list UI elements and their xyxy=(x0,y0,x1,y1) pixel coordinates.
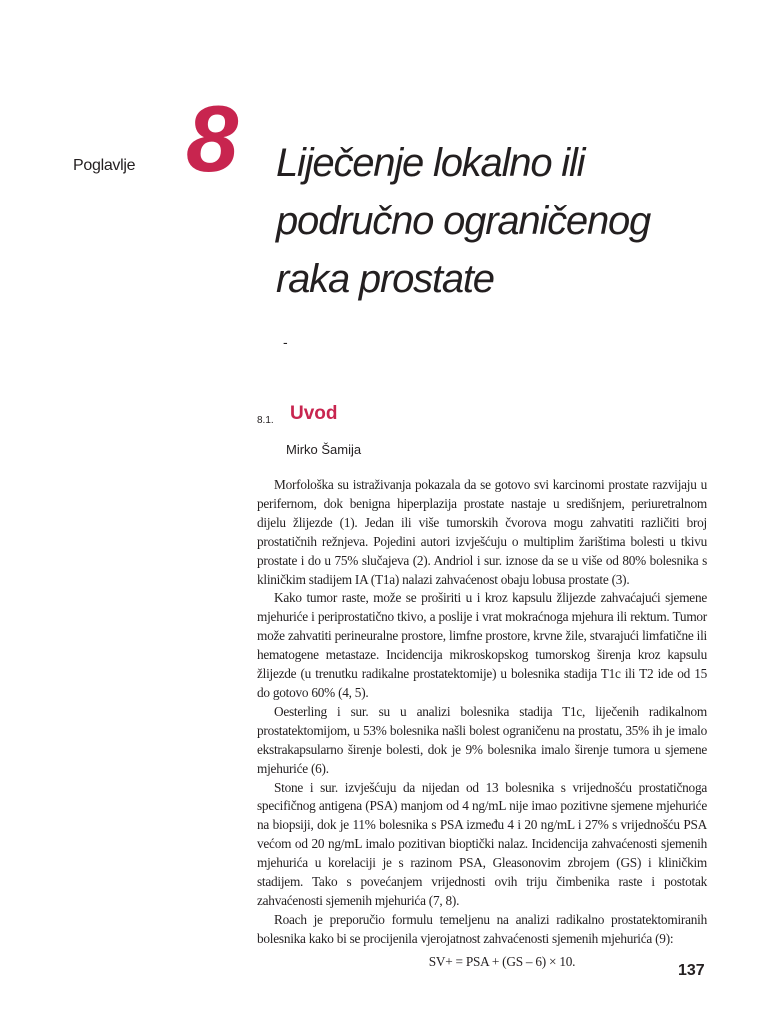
author-name: Mirko Šamija xyxy=(286,442,362,457)
chapter-title-line: područno ograničenog xyxy=(276,199,651,243)
formula: SV+ = PSA + (GS – 6) × 10. xyxy=(428,953,576,969)
paragraph: Morfološka su istraživanja pokazala da se gotovo svi karcinomi prostate razvijaju u perifernom, dok benigna hiperplazija prostate nastaje u središnjem, periuretralnom dijelu žlijezde (1). Jedan ili više tumorskih čvorova mogu zahvatiti različiti broj prostatičnih režnjeva. Pojedini autori izvješćuju o multiplim žarištima bolesti u tkivu prostate i do u 75% slučajeva (2). Andriol i sur. iznose da se u više od 80% bolesnika s kliničkim stadijem IA (T1a) nalazi zahvaćenost obaju lobusa prostate (3). xyxy=(257,477,707,587)
chapter-label: Poglavlje xyxy=(73,157,136,174)
paragraph: Roach je preporučio formulu temeljenu na analizi radikalno prostatektomiranih bolesnika kako bi se procijenila vjerojatnost zahvaćenosti sjemenih mjehurića (9): xyxy=(257,911,707,946)
title-dash: - xyxy=(283,334,288,350)
page-number: 137 xyxy=(678,962,705,979)
chapter-title-line: raka prostate xyxy=(276,257,494,301)
paragraph: Kako tumor raste, može se proširiti u i kroz kapsulu žlijezde zahvaćajući sjemene mjehuriće i periprostatično tkivo, a poslije i vrat mokraćnoga mjehura ili rektum. Tumor može zahvatiti perineuralne prostore, limfne prostore, krvne žile, stvarajući limfatične ili hematogene metastaze. Incidencija mikroskopskog tumorskog širenja kroz kapsulu žlijezde (u trenutku radikalne prostatektomije) u bolesnika stadija T1c ili T2 ide od 15 do gotovo 60% (4, 5). xyxy=(257,590,707,700)
chapter-title-line: Liječenje lokalno ili xyxy=(276,141,585,185)
chapter-title xyxy=(276,134,746,308)
paragraph: Stone i sur. izvješćuju da nijedan od 13 bolesnika s vrijednošću prostatičnoga specifičnog antigena (PSA) manjom od 4 ng/mL nije imao pozitivne sjemene mjehuriće na biopsiji, dok je 11% bolesnika s PSA između 4 i 20 ng/mL i 27% s vrijednošću PSA većom od 20 ng/mL imalo pozitivan bioptički nalaz. Incidencija zahvaćenosti sjemenih mjehurića u korelaciji je s razinom PSA, Gleasonovim zbrojem (GS) i kliničkim stadijem. Tako s povećanjem vrijednosti ovih triju čimbenika raste i postotak zahvaćenosti sjemenih mjehurića (7, 8). xyxy=(257,779,707,908)
paragraph: Oesterling i sur. su u analizi bolesnika stadija T1c, liječenih radikalnom prostatektomijom, u 53% bolesnika našli bolest ograničenu na prostatu, 35% ih je imalo ekstrakapsularno širenje bolesti, dok je 9% bolesnika imalo širenje tumora u sjemene mjehuriće (6). xyxy=(257,703,707,776)
chapter-number: 8 xyxy=(186,86,239,191)
section-title: Uvod xyxy=(290,403,338,424)
section-number: 8.1. xyxy=(257,415,274,426)
body-text xyxy=(257,476,707,972)
